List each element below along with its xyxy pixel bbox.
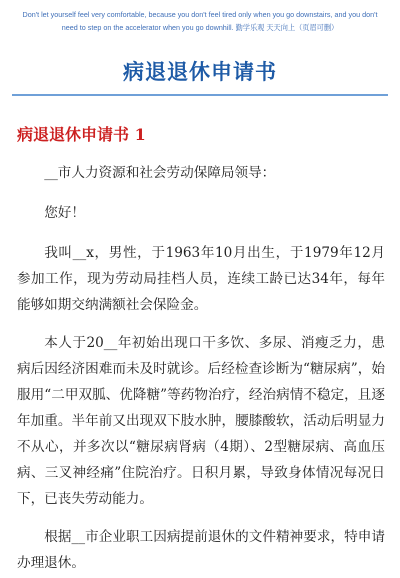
letter-body xyxy=(17,160,385,576)
title-container xyxy=(0,55,400,89)
banner-line-2: need to step on the accelerator when you go downhill. 勤学乐观 天天向上（页眉可删） xyxy=(61,23,339,32)
greeting-line: 您好！ xyxy=(44,205,85,221)
title-divider xyxy=(12,94,388,96)
section-heading: 病退退休申请书 1 xyxy=(17,125,146,144)
paragraph-personal-info: 我叫__x，男性，于1963年10月出生，于1979年12月参加工作，现为劳动局挂档人员，连续工龄已达34年，每年能够如期交纳满额社会保险金。 xyxy=(17,245,385,313)
paragraph-medical-history: 本人于20__年初始出现口干多饮、多尿、消瘦乏力，患病后因经济困难而未及时就诊。后经检查诊断为“糖尿病”，始服用“二甲双胍、优降糖”等药物治疗，经治病情不稳定，且逐年加重。半年前又出现双下肢水肿，腰膝酸软，活动后明显力不从心，并多次以“糖尿病肾病（4期）、2型糖尿病、高血压病、三叉神经痛”住院治疗。日积月累，导致身体情况每况日下，已丧失劳动能力。 xyxy=(17,335,385,507)
banner-line-1: Don't let yourself feel very comfortable, because you don't feel tired only when you go downstairs, and you don't xyxy=(22,10,378,19)
addressee-line: __市人力资源和社会劳动保障局领导： xyxy=(44,165,276,181)
header-banner xyxy=(0,8,400,34)
document-title: 病退退休申请书 xyxy=(123,60,277,84)
paragraph-request: 根据__市企业职工因病提前退休的文件精神要求，特申请办理退休。 xyxy=(17,529,385,571)
